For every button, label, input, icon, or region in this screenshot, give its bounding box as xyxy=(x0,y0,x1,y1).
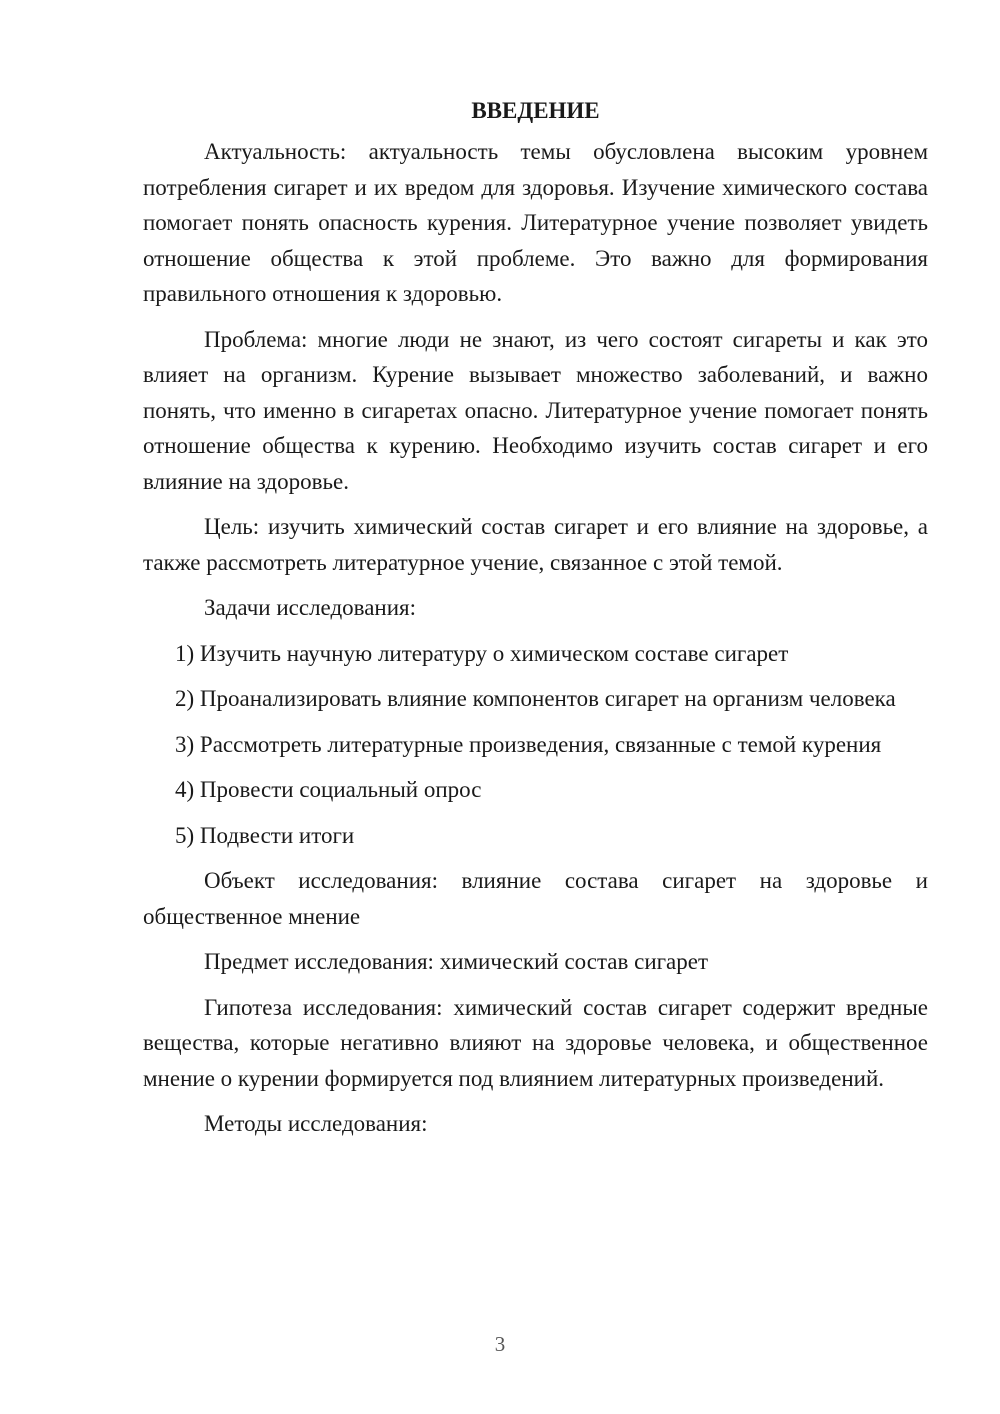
task-item: 1) Изучить научную литературу о химическом составе сигарет xyxy=(175,640,789,666)
paragraph-relevance: Актуальность: актуальность темы обусловлена высоким уровнем потребления сигарет и их вредом для здоровья. Изучение химического состава помогает понять опасность курения. Литературное учение позволяет увидеть отношение общества к этой проблеме. Это важно для формирования правильного отношения к здоровью. xyxy=(143,139,928,306)
paragraph-hypothesis: Гипотеза исследования: химический состав сигарет содержит вредные вещества, которые негативно влияют на здоровье человека, и общественное мнение о курении формируется под влиянием литературных произведений. xyxy=(143,994,928,1091)
task-item: 2) Проанализировать влияние компонентов сигарет на организм человека xyxy=(175,686,896,711)
paragraph-problem: Проблема: многие люди не знают, из чего состоят сигареты и как это влияет на организм. Курение вызывает множество заболеваний, и важно понять, что именно в сигаретах опасно. Литературное учение помогает понять отношение общества к курению. Необходимо изучить состав сигарет и его влияние на здоровье. xyxy=(143,326,928,494)
section-heading: ВВЕДЕНИЕ xyxy=(471,98,600,123)
paragraph-object: Объект исследования: влияние состава сигарет на здоровье и общественное мнение xyxy=(143,868,928,929)
task-item: 5) Подвести итоги xyxy=(175,822,355,848)
paragraph-methods: Методы исследования: xyxy=(204,1111,428,1136)
task-item: 3) Рассмотреть литературные произведения, связанные с темой курения xyxy=(175,731,882,757)
page-number: 3 xyxy=(494,1332,506,1356)
paragraph-goal: Цель: изучить химический состав сигарет и его влияние на здоровье, а также рассмотреть литературное учение, связанное с этой темой. xyxy=(143,514,928,575)
paragraph-subject: Предмет исследования: химический состав сигарет xyxy=(204,949,709,974)
document-page xyxy=(143,96,928,1152)
task-item: 4) Провести социальный опрос xyxy=(175,777,482,802)
paragraph-tasks-intro: Задачи исследования: xyxy=(204,595,417,620)
